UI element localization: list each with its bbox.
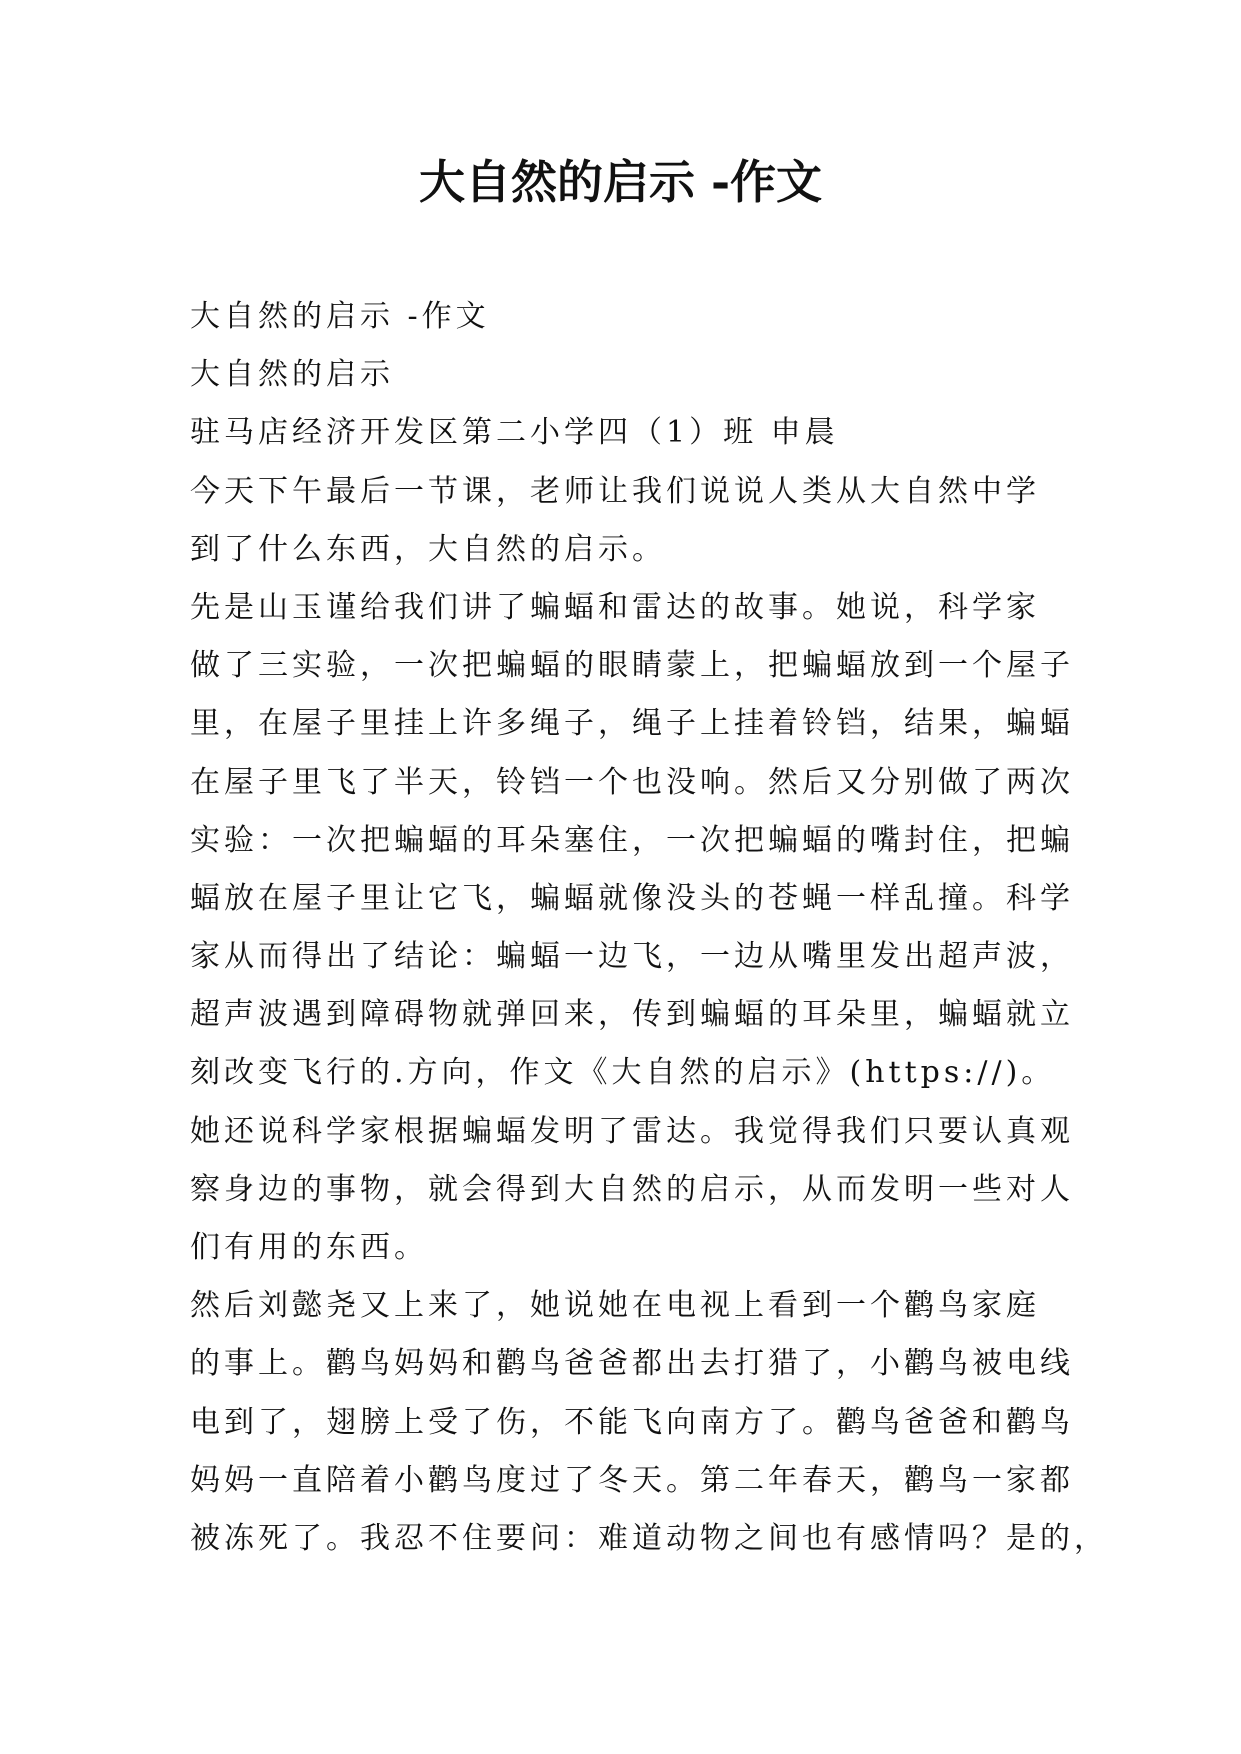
body-line: 今天下午最后一节课，老师让我们说说人类从大自然中学 bbox=[190, 473, 1040, 509]
body-line: 妈妈一直陪着小鹳鸟度过了冬天。第二年春天，鹳鸟一家都 bbox=[190, 1462, 1074, 1498]
body-line: 的事上。鹳鸟妈妈和鹳鸟爸爸都出去打猎了，小鹳鸟被电线 bbox=[190, 1346, 1074, 1382]
body-line: 蝠放在屋子里让它飞，蝙蝠就像没头的苍蝇一样乱撞。科学 bbox=[190, 880, 1074, 916]
body-line: 做了三实验，一次把蝙蝠的眼睛蒙上，把蝙蝠放到一个屋子 bbox=[190, 648, 1074, 684]
body-line: 电到了，翅膀上受了伤，不能飞向南方了。鹳鸟爸爸和鹳鸟 bbox=[190, 1404, 1074, 1440]
body-line: 察身边的事物，就会得到大自然的启示，从而发明一些对人 bbox=[190, 1171, 1074, 1207]
body-line: 她还说科学家根据蝙蝠发明了雷达。我觉得我们只要认真观 bbox=[190, 1113, 1074, 1149]
body-line: 超声波遇到障碍物就弹回来，传到蝙蝠的耳朵里，蝙蝠就立 bbox=[190, 997, 1074, 1033]
body-line: 被冻死了。我忍不住要问：难道动物之间也有感情吗？是的， bbox=[190, 1520, 1108, 1556]
body-line: 刻改变飞行的.方向，作文《大自然的启示》(https://)。 bbox=[190, 1055, 1056, 1091]
body-line: 大自然的启示 bbox=[190, 357, 394, 393]
body-line: 先是山玉谨给我们讲了蝙蝠和雷达的故事。她说，科学家 bbox=[190, 589, 1040, 625]
body-line: 们有用的东西。 bbox=[190, 1230, 428, 1265]
document-body bbox=[190, 288, 1108, 1568]
document-title: 大自然的启示 -作文 bbox=[418, 155, 823, 209]
body-line: 驻马店经济开发区第二小学四（1）班 申晨 bbox=[190, 415, 839, 451]
body-line: 里，在屋子里挂上许多绳子，绳子上挂着铃铛，结果，蝙蝠 bbox=[190, 706, 1074, 742]
body-line: 然后刘懿尧又上来了，她说她在电视上看到一个鹳鸟家庭 bbox=[190, 1288, 1040, 1324]
body-line: 实验：一次把蝙蝠的耳朵塞住，一次把蝙蝠的嘴封住，把蝙 bbox=[190, 822, 1074, 858]
body-line: 大自然的启示 -作文 bbox=[190, 299, 490, 334]
body-line: 到了什么东西，大自然的启示。 bbox=[190, 531, 666, 567]
body-line: 在屋子里飞了半天，铃铛一个也没响。然后又分别做了两次 bbox=[190, 764, 1074, 800]
body-line: 家从而得出了结论：蝙蝠一边飞，一边从嘴里发出超声波， bbox=[190, 939, 1074, 975]
